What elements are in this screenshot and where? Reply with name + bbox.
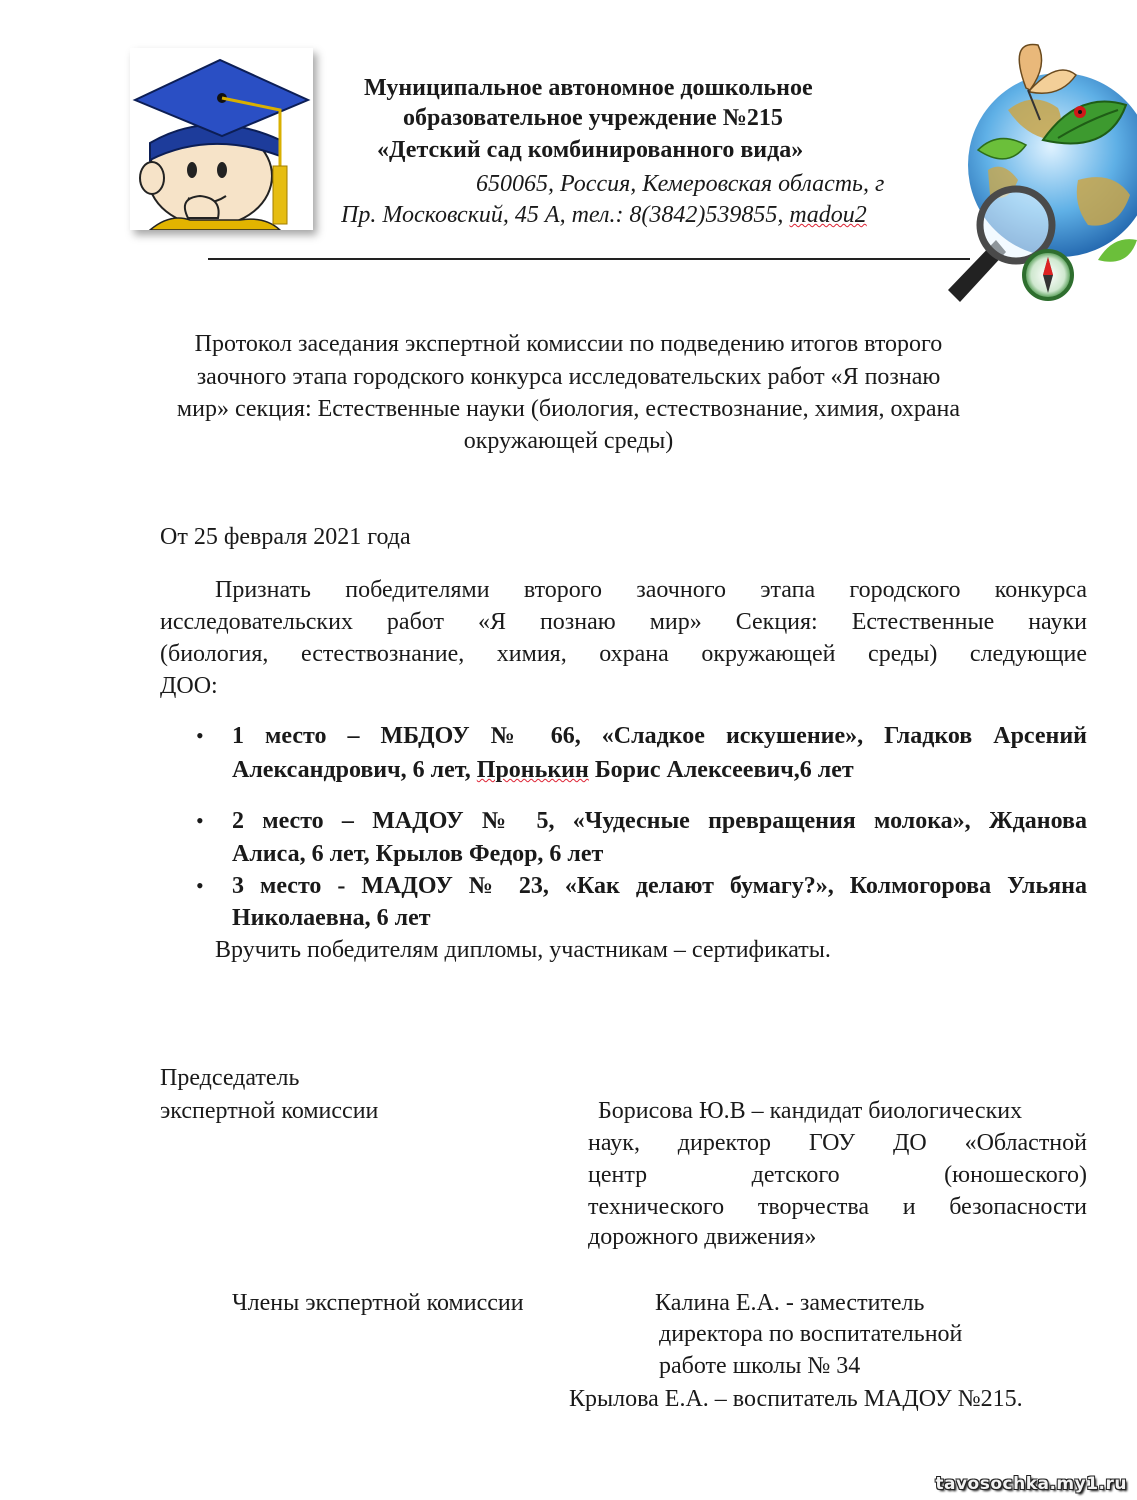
chair-desc-line-2: наук, директор ГОУ ДО «Областной — [588, 1130, 1087, 1156]
intro-line-4: ДОО: — [160, 673, 218, 699]
chair-label-line-1: Председатель — [160, 1065, 300, 1091]
award-text: Вручить победителям дипломы, участникам – сертификаты. — [215, 937, 831, 963]
protocol-title-line-2: заочного этапа городского конкурса исследовательских работ «Я познаю — [196, 364, 941, 390]
intro-line-3: (биология, естествознание, химия, охрана окружающей среды) следующие — [160, 641, 1087, 667]
chair-desc-line-4: технического творчества и безопасности — [588, 1194, 1087, 1220]
intro-line-1: Признать победителями второго заочного этапа городского конкурса — [215, 577, 1087, 603]
winner-1-surname: Пронькин — [476, 757, 589, 783]
winner-1-line-1: 1 место – МБДОУ № 66, «Сладкое искушение», Гладков Арсений — [232, 723, 1087, 749]
winner-1-line-2 — [232, 754, 854, 786]
members-label: Члены экспертной комиссии — [232, 1290, 524, 1316]
chair-desc-line-3: центр детского (юношеского) — [588, 1162, 1087, 1188]
protocol-date: От 25 февраля 2021 года — [160, 524, 411, 550]
winner-3-line-2: Николаевна, 6 лет — [232, 905, 431, 931]
header-divider — [208, 258, 970, 260]
protocol-title-line-4: окружающей среды) — [463, 428, 674, 454]
site-watermark: tavosochka.my1.ru — [935, 1474, 1127, 1494]
protocol-title-line-1: Протокол заседания экспертной комиссии по подведению итогов второго — [194, 331, 943, 357]
org-name-line-3: «Детский сад комбинированного вида» — [377, 137, 804, 163]
globe-illustration — [948, 20, 1137, 310]
logo-globe-magnifier — [948, 20, 1137, 310]
chair-label-line-2: экспертной комиссии — [160, 1098, 379, 1124]
member-2: Крылова Е.А. – воспитатель МАДОУ №215. — [569, 1386, 1023, 1412]
bullet-3: • — [196, 873, 204, 898]
winner-1-text-c: Борис Алексеевич,6 лет — [588, 757, 854, 783]
winner-1-text-a: Александрович, 6 лет, — [232, 757, 477, 783]
member-1-line-1: Калина Е.А. - заместитель — [655, 1290, 925, 1316]
bullet-2: • — [196, 808, 204, 833]
winner-2-line-2: Алиса, 6 лет, Крылов Федор, 6 лет — [232, 841, 604, 867]
address-line-2 — [341, 199, 950, 231]
chair-desc-line-5: дорожного движения» — [588, 1224, 817, 1250]
intro-line-2: исследовательских работ «Я познаю мир» Секция: Естественные науки — [160, 609, 1087, 635]
address-line-2-text: Пр. Московский, 45 А, тел.: 8(3842)539855, — [341, 202, 790, 228]
protocol-title-line-3: мир» секция: Естественные науки (биология, естествознание, химия, охрана — [176, 396, 961, 422]
chair-desc-line-1: Борисова Ю.В – кандидат биологических — [598, 1098, 1023, 1124]
member-1-line-3: работе школы № 34 — [659, 1353, 861, 1379]
winner-2-line-1: 2 место – МАДОУ № 5, «Чудесные превращения молока», Жданова — [232, 808, 1087, 834]
logo-child-graduation-cap — [130, 48, 313, 230]
address-line-1: 650065, Россия, Кемеровская область, г — [476, 171, 885, 197]
winner-3-line-1: 3 место - МАДОУ № 23, «Как делают бумагу?», Колмогорова Ульяна — [232, 873, 1087, 899]
member-1-line-2: директора по воспитательной — [659, 1321, 963, 1347]
org-name-line-2: образовательное учреждение №215 — [403, 105, 783, 131]
email-fragment: madou2 — [789, 202, 867, 228]
bullet-1: • — [196, 723, 204, 748]
org-name-line-1: Муниципальное автономное дошкольное — [364, 75, 813, 101]
child-cap-illustration — [130, 48, 313, 230]
